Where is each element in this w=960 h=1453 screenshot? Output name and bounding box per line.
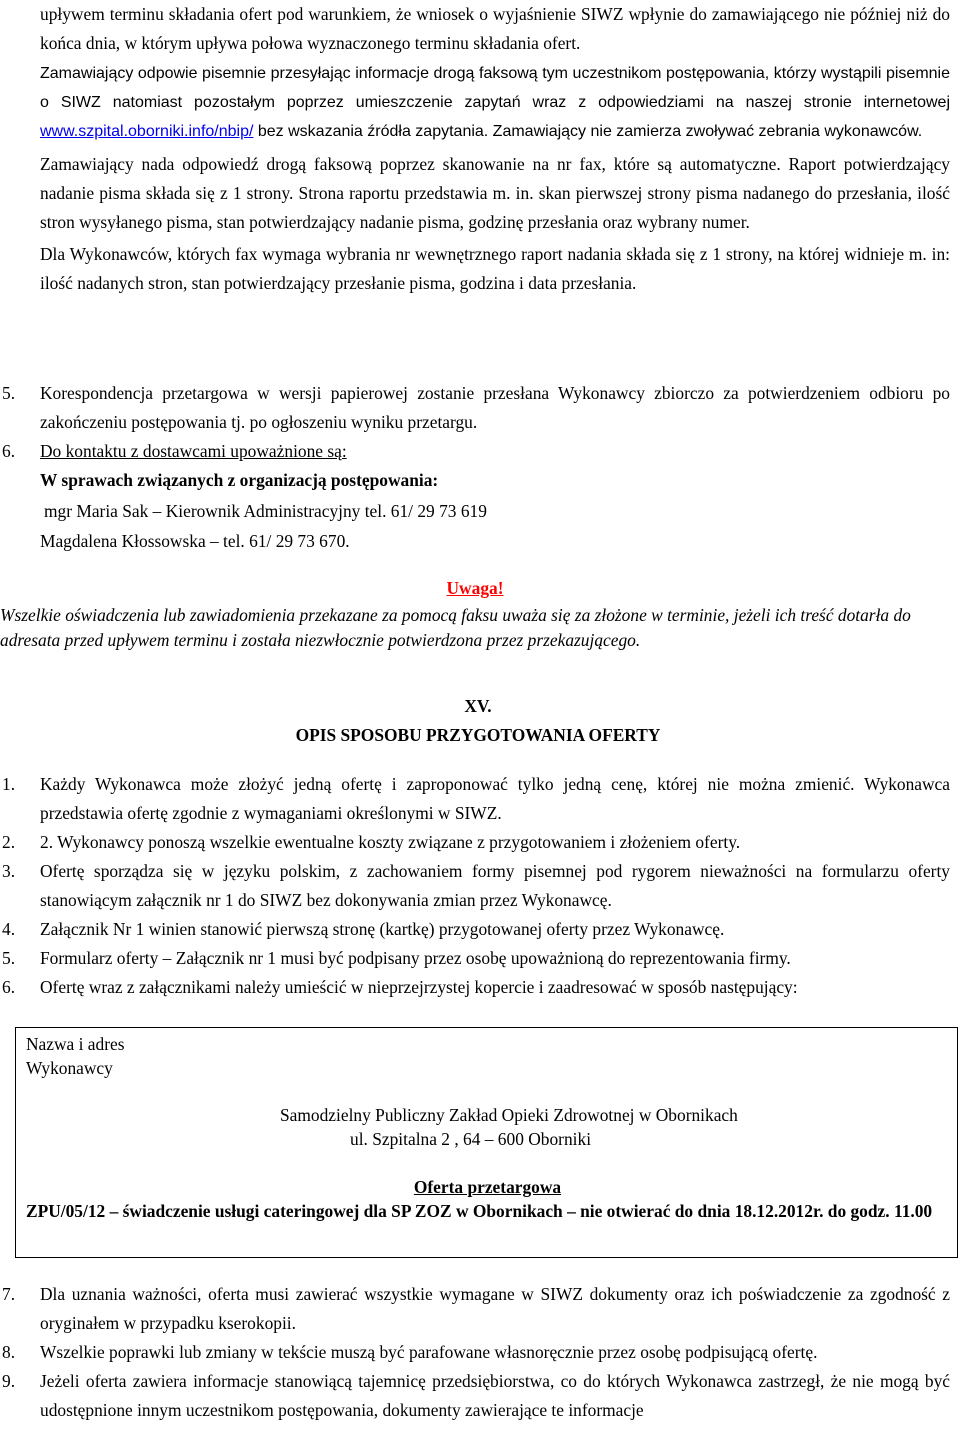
- recipient-block: [280, 1103, 738, 1151]
- list-text: Jeżeli oferta zawiera informacje stanowiącą tajemnicę przedsiębiorstwa, co do których Wykonawca zastrzegł, że nie mogą być udostępnione innym uczestnikom postępowania, dokumenty zawierające te informacje: [40, 1371, 950, 1420]
- list-number: 8.: [2, 1342, 16, 1362]
- section-number: XV.: [464, 696, 492, 716]
- list-text: Załącznik Nr 1 winien stanowić pierwszą stronę (kartkę) przygotowanej oferty przez Wykonawcę.: [40, 919, 725, 939]
- list-text: Korespondencja przetargowa w wersji papierowej zostanie przesłana Wykonawcy zbiorczo za potwierdzeniem odbioru po zakończeniu postępowania tj. po ogłoszeniu wyniku przetargu.: [40, 383, 950, 432]
- list-text: Formularz oferty – Załącznik nr 1 musi być podpisany przez osobę upoważnioną do reprezentowania firmy.: [40, 948, 791, 968]
- sender-line: Nazwa i adres: [26, 1034, 125, 1054]
- list-text: Ofertę sporządza się w języku polskim, z zachowaniem formy pisemnej pod rygorem nieważności na formularzu oferty stanowiącym załącznik nr 1 do SIWZ bez dokonywania zmian przez Wykonawcę.: [40, 861, 950, 910]
- contacts: [40, 466, 950, 556]
- website-link[interactable]: www.szpital.oborniki.info/nbip/: [40, 123, 254, 140]
- recipient-line: Samodzielny Publiczny Zakład Opieki Zdrowotnej w Obornikach: [280, 1105, 738, 1125]
- note: [0, 574, 950, 653]
- list-text: Każdy Wykonawca może złożyć jedną ofertę i zaproponować tylko jedną cenę, której nie można zmienić. Wykonawca przedstawia ofertę zgodnie z wymaganiami określonymi w SIWZ.: [40, 774, 950, 823]
- list-text: 2. Wykonawcy ponoszą wszelkie ewentualne koszty związane z przygotowaniem i złożeniem oferty.: [40, 832, 741, 852]
- list-number: 9.: [2, 1371, 16, 1391]
- list-b: [0, 770, 950, 1002]
- contact-line: mgr Maria Sak – Kierownik Administracyjny tel. 61/ 29 73 619: [44, 501, 487, 521]
- list-item: [0, 857, 950, 915]
- top-block: [40, 0, 950, 298]
- answers-tail: bez wskazania źródła zapytania. Zamawiający nie zamierza zwoływać zebrania wykonawców.: [253, 123, 923, 140]
- list-text: Wszelkie poprawki lub zmiany w tekście muszą być parafowane własnoręcznie przez osobę podpisującą ofertę.: [40, 1342, 818, 1362]
- contacts-heading: W sprawach związanych z organizacją postępowania:: [40, 470, 439, 490]
- list-item: [0, 915, 950, 944]
- sender-line: Wykonawcy: [26, 1058, 113, 1078]
- contact-line: Magdalena Kłossowska – tel. 61/ 29 73 670.: [40, 531, 350, 551]
- section-heading: [0, 692, 956, 750]
- answers-text: Zamawiający odpowie pisemnie przesyłając informacje drogą faksową tym uczestnikom postępowania, którzy wystąpili pisemnie o SIWZ natomiast pozostałym poprzez umieszczenie zapytań wraz z odpowiedziami na naszej stronie internetowej: [40, 65, 950, 111]
- recipient-line: ul. Szpitalna 2 , 64 – 600 Oborniki: [350, 1129, 592, 1149]
- note-label: Uwaga!: [446, 578, 504, 598]
- list-item: [0, 1367, 950, 1425]
- list-item: [0, 770, 950, 828]
- envelope-box: [15, 1027, 958, 1258]
- list-item: [0, 379, 950, 437]
- offer-subject: ZPU/05/12 – świadczenie usługi cateringowej dla SP ZOZ w Obornikach – nie otwierać do dnia 18.12.2012r. do godz. 11.00: [26, 1201, 933, 1221]
- note-text: Wszelkie oświadczenia lub zawiadomienia przekazane za pomocą faksu uważa się za złożone w terminie, jeżeli ich treść dotarła do adresata przed upływem terminu i została niezwłocznie potwierdzona przez przekazującego.: [0, 605, 911, 650]
- list-number: 4.: [2, 919, 16, 939]
- offer-label-block: [26, 1175, 949, 1223]
- section-title: OPIS SPOSOBU PRZYGOTOWANIA OFERTY: [295, 725, 661, 745]
- list-a: [0, 379, 950, 556]
- internal-fax-paragraph: Dla Wykonawców, których fax wymaga wybrania nr wewnętrznego raport nadania składa się z 1 strony, na której widnieje m. in: ilość nadanych stron, stan potwierdzający przesłanie pisma, godzina i data przesłania.: [40, 244, 950, 293]
- list-text: Do kontaktu z dostawcami upoważnione są:: [40, 441, 347, 461]
- list-number: 6.: [2, 441, 16, 461]
- continuation-paragraph: upływem terminu składania ofert pod warunkiem, że wniosek o wyjaśnienie SIWZ wpłynie do zamawiającego nie później niż do końca dnia, w którym upływa połowa wyznaczonego terminu składania ofert.: [40, 4, 950, 53]
- sender-block: [26, 1032, 125, 1080]
- list-item: [0, 1338, 950, 1367]
- list-item: [0, 437, 950, 466]
- list-item: [0, 1280, 950, 1338]
- list-item: [0, 944, 950, 973]
- list-number: 2.: [2, 832, 16, 852]
- list-number: 1.: [2, 774, 16, 794]
- list-number: 3.: [2, 861, 16, 881]
- list-item: [0, 973, 950, 1002]
- offer-title: Oferta przetargowa: [413, 1177, 562, 1197]
- list-text: Dla uznania ważności, oferta musi zawierać wszystkie wymagane w SIWZ dokumenty oraz ich poświadczenie za zgodność z oryginałem w przypadku kserokopii.: [40, 1284, 950, 1333]
- list-item: [0, 828, 950, 857]
- list-number: 6.: [2, 977, 16, 997]
- fax-paragraph: Zamawiający nada odpowiedź drogą faksową poprzez skanowanie na nr fax, które są automatyczne. Raport potwierdzający nadanie pisma składa się z 1 strony. Strona raportu przedstawia m. in. skan pierwszej strony pisma nadanego do przesłania, ilość stron wysyłanego pisma, stan potwierdzający nadanie pisma, godzinę przesłania oraz wybrany numer.: [40, 154, 950, 232]
- list-c: [0, 1280, 950, 1425]
- list-number: 5.: [2, 383, 16, 403]
- list-number: 7.: [2, 1284, 16, 1304]
- list-number: 5.: [2, 948, 16, 968]
- answers-paragraph: [40, 59, 950, 146]
- list-text: Ofertę wraz z załącznikami należy umieścić w nieprzejrzystej kopercie i zaadresować w sposób następujący:: [40, 977, 798, 997]
